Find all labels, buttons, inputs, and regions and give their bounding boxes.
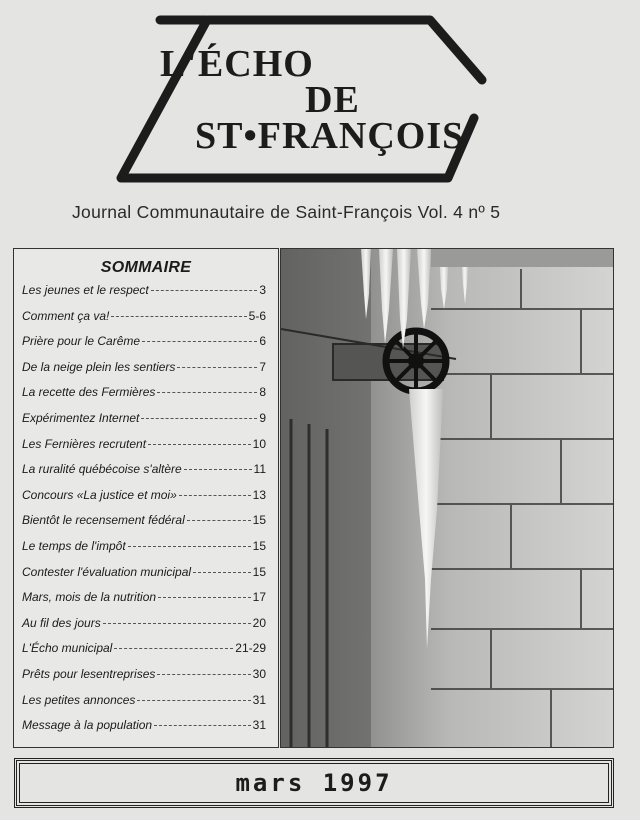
- toc-entry-title: Le temps de l'impôt: [22, 538, 126, 553]
- toc-leader-dots: [111, 315, 246, 317]
- toc-entry-page: 15: [252, 538, 266, 553]
- toc-entry: [14, 334, 278, 360]
- toc-leader-dots: [142, 340, 257, 342]
- toc-entry-title: Les petites annonces: [22, 692, 136, 707]
- toc-entry: [14, 616, 278, 642]
- toc-entry: [14, 360, 278, 386]
- toc-entry: [14, 539, 278, 565]
- toc-leader-dots: [157, 391, 257, 393]
- toc-leader-dots: [128, 545, 251, 547]
- toc-entry-page: 5-6: [248, 308, 266, 323]
- toc-entry: [14, 283, 278, 309]
- toc-entry: [14, 693, 278, 719]
- toc-entry-title: Au fil des jours: [22, 615, 101, 630]
- toc-leader-dots: [187, 519, 251, 521]
- toc-entry: [14, 513, 278, 539]
- masthead-title-line-1: L'ÉCHO: [160, 43, 314, 85]
- toc-leader-dots: [157, 673, 250, 675]
- toc-leader-dots: [151, 289, 258, 291]
- toc-entry-page: 21-29: [235, 641, 266, 656]
- toc-leader-dots: [184, 468, 252, 470]
- toc-leader-dots: [114, 647, 233, 649]
- toc-entry-title: L'Écho municipal: [22, 641, 113, 656]
- toc-entry-title: La ruralité québécoise s'altère: [22, 462, 182, 477]
- toc-entry: [14, 667, 278, 693]
- icicle-wall-photo: [281, 249, 614, 748]
- toc-entry-page: 8: [259, 385, 266, 400]
- toc-entry-page: 31: [252, 718, 266, 733]
- toc-entry-title: Expérimentez Internet: [22, 410, 140, 425]
- toc-entry-page: 13: [252, 487, 266, 502]
- toc-entry-title: La recette des Fermières: [22, 385, 156, 400]
- issue-date-banner: [14, 758, 614, 808]
- toc-entry-page: 6: [259, 334, 266, 349]
- toc-leader-dots: [158, 596, 251, 598]
- cover-photo: [280, 248, 614, 748]
- masthead: [0, 0, 640, 200]
- toc-leader-dots: [141, 417, 257, 419]
- table-of-contents: [13, 248, 279, 748]
- toc-heading: SOMMAIRE: [100, 259, 192, 276]
- toc-entry: [14, 590, 278, 616]
- toc-entry-page: 10: [252, 436, 266, 451]
- toc-entry-page: 11: [253, 462, 266, 477]
- toc-entry-title: De la neige plein les sentiers: [22, 359, 176, 374]
- issue-date: mars 1997: [235, 769, 393, 797]
- toc-entry-page: 31: [252, 692, 266, 707]
- toc-leader-dots: [154, 724, 251, 726]
- toc-entry-page: 17: [252, 590, 266, 605]
- toc-entry: [14, 488, 278, 514]
- toc-leader-dots: [148, 443, 251, 445]
- toc-entry-page: 30: [252, 666, 266, 681]
- toc-entry-page: 7: [259, 359, 266, 374]
- toc-leader-dots: [193, 571, 251, 573]
- toc-entry: [14, 385, 278, 411]
- toc-entry-title: Mars, mois de la nutrition: [22, 590, 157, 605]
- toc-entry-page: 9: [259, 410, 266, 425]
- toc-entry: [14, 309, 278, 335]
- toc-entry-title: Concours «La justice et moi»: [22, 487, 177, 502]
- toc-entry-page: 15: [252, 564, 266, 579]
- toc-entry-title: Prêts pour lesentreprises: [22, 666, 156, 681]
- masthead-title-line-3: ST•FRANÇOIS: [195, 115, 465, 157]
- toc-entry-page: 20: [252, 615, 266, 630]
- toc-entry: [14, 437, 278, 463]
- toc-entry: [14, 641, 278, 667]
- toc-leader-dots: [177, 366, 257, 368]
- toc-leader-dots: [137, 699, 250, 701]
- toc-entry: [14, 411, 278, 437]
- toc-list: [14, 283, 278, 744]
- toc-entry-title: Prière pour le Carême: [22, 334, 141, 349]
- toc-entry-title: Les jeunes et le respect: [22, 283, 149, 297]
- toc-entry: [14, 718, 278, 744]
- toc-leader-dots: [103, 622, 251, 624]
- toc-entry-title: Comment ça va!: [22, 308, 110, 323]
- toc-entry-page: 3: [259, 283, 266, 297]
- journal-subtitle: Journal Communautaire de Saint-François Vol. 4 nº 5: [72, 202, 501, 222]
- toc-leader-dots: [179, 494, 251, 496]
- toc-entry-page: 15: [252, 513, 266, 528]
- toc-entry-title: Message à la population: [22, 718, 153, 733]
- toc-entry: [14, 462, 278, 488]
- toc-entry-title: Contester l'évaluation municipal: [22, 564, 192, 579]
- masthead-title-line-2: DE: [305, 79, 360, 121]
- toc-entry: [14, 565, 278, 591]
- toc-entry-title: Les Fernières recrutent: [22, 436, 147, 451]
- toc-entry-title: Bientôt le recensement fédéral: [22, 513, 185, 528]
